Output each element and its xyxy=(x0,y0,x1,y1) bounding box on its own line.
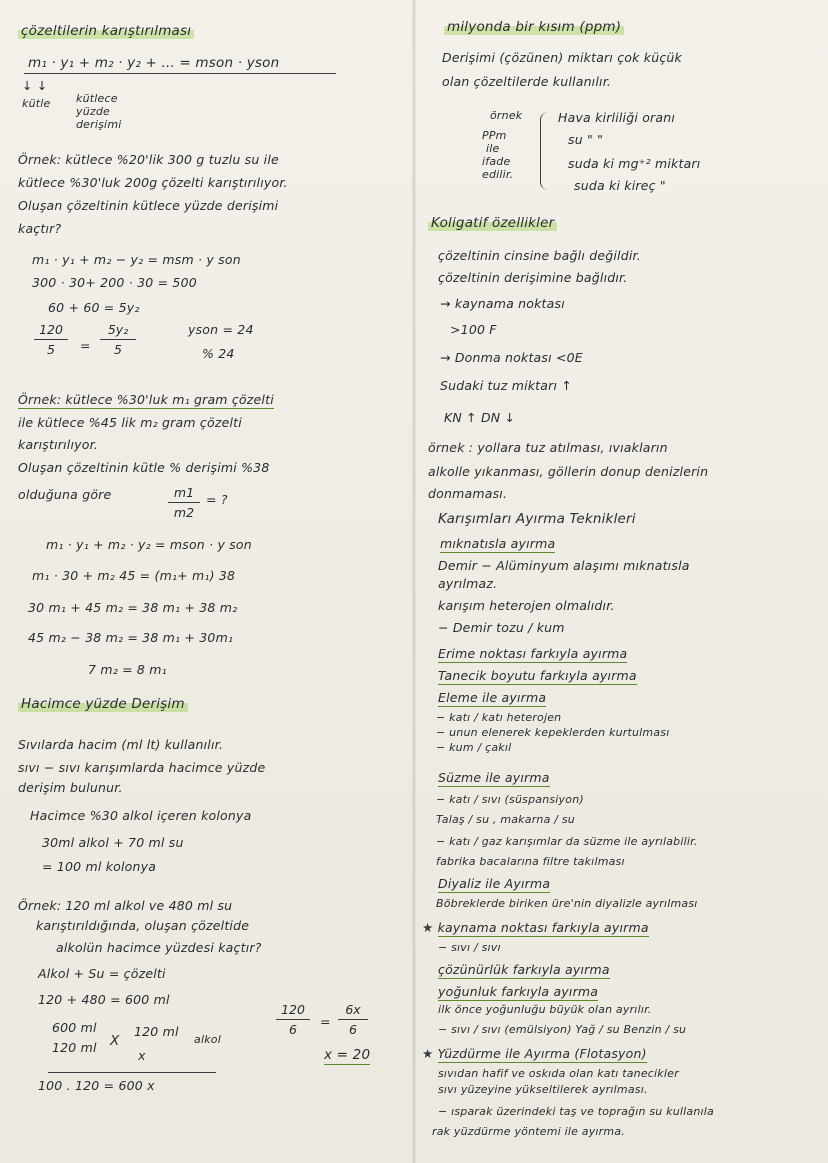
volume-heading: Hacimce yüzde Derişim xyxy=(18,697,188,712)
magnet-heading: mıknatısla ayırma xyxy=(440,536,556,551)
example3-step4-a: 120 ml xyxy=(52,1040,97,1055)
ppm-item4: suda ki kireç " xyxy=(574,178,666,193)
example3-step1: Alkol + Su = çözelti xyxy=(38,966,166,981)
colligative-heading: Koligatif özellikler xyxy=(428,216,557,231)
volume-line2: sıvı − sıvı karışımlarda hacimce yüzde xyxy=(18,760,266,775)
example3-fraction: 120 6 xyxy=(276,1002,310,1037)
density-line1: ilk önce yoğunluğu büyük olan ayrılır. xyxy=(438,1003,652,1016)
colligative-line4: >100 F xyxy=(450,322,497,337)
colligative-line9: alkolle yıkanması, göllerin donup denizlerin xyxy=(428,464,709,479)
formula-note-percent-3: derişimi xyxy=(76,118,122,131)
grain-heading: Tanecik boyutu farkıyla ayırma xyxy=(438,668,637,683)
example2-step5: 7 m₂ = 8 m₁ xyxy=(88,662,167,677)
example3-step5: 100 . 120 = 600 x xyxy=(38,1078,155,1093)
volume-line6: = 100 ml kolonya xyxy=(42,859,157,874)
filter-heading: Süzme ile ayırma xyxy=(438,770,550,785)
ppm-ex-express: ifade xyxy=(482,155,511,168)
colligative-line6: Sudaki tuz miktarı ↑ xyxy=(440,378,573,393)
example2-question: = ? xyxy=(206,492,228,507)
ppm-ex-done: edilir. xyxy=(482,168,514,181)
example2-line4: Oluşan çözeltinin kütle % derişimi %38 xyxy=(18,460,270,475)
example3-step4-b: x xyxy=(138,1048,146,1063)
volume-line3: derişim bulunur. xyxy=(18,780,123,795)
magnet-line1: Demir − Alüminyum alaşımı mıknatısla xyxy=(438,558,690,573)
filter-line2: Talaş / su , makarna / su xyxy=(436,813,575,826)
density-heading: yoğunluk farkıyla ayırma xyxy=(438,984,599,999)
magnet-line2: ayrılmaz. xyxy=(438,576,498,591)
ppm-brace xyxy=(540,112,551,190)
example1-step3: 60 + 60 = 5y₂ xyxy=(48,300,140,315)
example2-line2: ile kütlece %45 lik m₂ gram çözelti xyxy=(18,415,242,430)
example3-answer: x = 20 xyxy=(324,1047,371,1063)
ppm-heading: milyonda bir kısım (ppm) xyxy=(444,20,624,35)
example2-line1: Örnek: kütlece %30'luk m₁ gram çözelti xyxy=(18,392,274,407)
formula-note-mass: kütle xyxy=(22,97,51,110)
sieve-line1: − katı / katı heterojen xyxy=(436,711,562,724)
flotation-line1: sıvıdan hafif ve oskıda olan katı tanecikler xyxy=(438,1067,679,1080)
separation-heading: Karışımları Ayırma Teknikleri xyxy=(438,511,636,527)
formula-note-percent-2: yüzde xyxy=(76,105,111,118)
example2-line5: olduğuna göre xyxy=(18,487,112,502)
ppm-item2: su " " xyxy=(568,132,604,147)
example2-step1: m₁ · y₁ + m₂ · y₂ = mson · y son xyxy=(46,537,252,552)
example3-step3-a: 600 ml xyxy=(52,1020,97,1035)
example1-line3: Oluşan çözeltinin kütlece yüzde derişimi xyxy=(18,198,279,213)
ppm-ex-label: örnek xyxy=(490,109,523,122)
mixing-heading: çözeltilerin karıştırılması xyxy=(18,24,194,39)
colligative-line3: → kaynama noktası xyxy=(440,296,565,311)
ppm-item1: Hava kirliliği oranı xyxy=(558,110,676,125)
example2-step4: 45 m₂ − 38 m₂ = 38 m₁ + 30m₁ xyxy=(28,630,234,645)
flotation-line4: rak yüzdürme yöntemi ile ayırma. xyxy=(432,1125,625,1138)
colligative-line10: donmaması. xyxy=(428,486,508,501)
example1-fraction2: 5y₂ 5 xyxy=(100,322,136,357)
example1-fraction: 120 5 xyxy=(34,322,68,357)
example3-step3-c: alkol xyxy=(194,1033,221,1046)
ppm-line2: olan çözeltilerde kullanılır. xyxy=(442,74,612,89)
sieve-line2: − unun elenerek kepeklerden kurtulması xyxy=(436,726,670,739)
flotation-line2: sıvı yüzeyine yükseltilerek ayrılması. xyxy=(438,1083,648,1096)
example2-ratio: m1 m2 xyxy=(168,485,200,520)
boiling-line1: − sıvı / sıvı xyxy=(438,941,501,954)
magnet-line3: karışım heterojen olmalıdır. xyxy=(438,598,615,613)
equals-sign: = xyxy=(320,1014,331,1029)
example3-divider xyxy=(48,1072,216,1073)
solubility-heading: çözünürlük farkıyla ayırma xyxy=(438,962,610,977)
example2-step3: 30 m₁ + 45 m₂ = 38 m₁ + 38 m₂ xyxy=(28,600,238,615)
formula-underline xyxy=(24,73,336,74)
colligative-line5: → Donma noktası <0E xyxy=(440,350,583,365)
example1-answer: yson = 24 xyxy=(188,322,254,337)
colligative-line2: çözeltinin derişimine bağlıdır. xyxy=(438,270,628,285)
ppm-ex-with: ile xyxy=(486,142,500,155)
flotation-line3: − ısparak üzerindeki taş ve toprağın su kullanıla xyxy=(438,1105,714,1118)
filter-line4: fabrika bacalarına filtre takılması xyxy=(436,855,625,868)
volume-line1: Sıvılarda hacim (ml lt) kullanılır. xyxy=(18,737,223,752)
ppm-item3: suda ki mg⁺² miktarı xyxy=(568,156,701,171)
example1-line2: kütlece %30'luk 200g çözelti karıştırılıyor. xyxy=(18,175,288,190)
example2-line3: karıştırılıyor. xyxy=(18,437,98,452)
example3-cross: X xyxy=(110,1033,120,1049)
example1-answer-percent: % 24 xyxy=(202,346,235,361)
sieve-heading: Eleme ile ayırma xyxy=(438,690,547,705)
example1-line1: Örnek: kütlece %20'lik 300 g tuzlu su ile xyxy=(18,152,279,167)
dialysis-heading: Diyaliz ile Ayırma xyxy=(438,876,551,891)
flotation-heading: ★ Yüzdürme ile Ayırma (Flotasyon) xyxy=(422,1046,647,1061)
filter-line1: − katı / sıvı (süspansiyon) xyxy=(436,793,584,806)
volume-line4: Hacimce %30 alkol içeren kolonya xyxy=(30,808,252,823)
example1-step1: m₁ · y₁ + m₂ − y₂ = msm · y son xyxy=(32,252,241,267)
formula-arrows: ↓ ↓ xyxy=(22,78,48,93)
boiling-heading: ★ kaynama noktası farkıyla ayırma xyxy=(422,920,649,935)
filter-line3: − katı / gaz karışımlar da süzme ile ayrılabilir. xyxy=(436,835,698,848)
ppm-ex-unit: PPm xyxy=(482,129,507,142)
page-fold xyxy=(412,0,416,1163)
colligative-line8: örnek : yollara tuz atılması, ıvıakların xyxy=(428,440,668,455)
example3-step2: 120 + 480 = 600 ml xyxy=(38,992,170,1007)
example1-line4: kaçtır? xyxy=(18,221,62,236)
mixing-formula: m₁ · y₁ + m₂ · y₂ + ... = mson · yson xyxy=(28,55,280,71)
volume-line5: 30ml alkol + 70 ml su xyxy=(42,835,184,850)
magnet-line4: − Demir tozu / kum xyxy=(438,620,565,635)
ppm-line1: Derişimi (çözünen) miktarı çok küçük xyxy=(442,50,682,65)
colligative-line1: çözeltinin cinsine bağlı değildir. xyxy=(438,248,641,263)
example3-step3-b: 120 ml xyxy=(134,1024,179,1039)
colligative-line7: KN ↑ DN ↓ xyxy=(444,410,516,425)
equals-dot: = xyxy=(80,338,91,353)
example3-line3: alkolün hacimce yüzdesi kaçtır? xyxy=(56,940,262,955)
example3-fraction2: 6x 6 xyxy=(338,1002,368,1037)
example3-line1: Örnek: 120 ml alkol ve 480 ml su xyxy=(18,898,233,913)
formula-note-percent-1: kütlece xyxy=(76,92,118,105)
example2-step2: m₁ · 30 + m₂ 45 = (m₁+ m₁) 38 xyxy=(32,568,236,583)
example1-step2: 300 · 30+ 200 · 30 = 500 xyxy=(32,275,197,290)
example3-line2: karıştırıldığında, oluşan çözeltide xyxy=(36,918,250,933)
dialysis-line1: Böbreklerde biriken üre'nin diyalizle ayrılması xyxy=(436,897,698,910)
melting-heading: Erime noktası farkıyla ayırma xyxy=(438,646,628,661)
sieve-line3: − kum / çakıl xyxy=(436,741,512,754)
density-line2: − sıvı / sıvı (emülsiyon) Yağ / su Benzin / su xyxy=(438,1023,687,1036)
